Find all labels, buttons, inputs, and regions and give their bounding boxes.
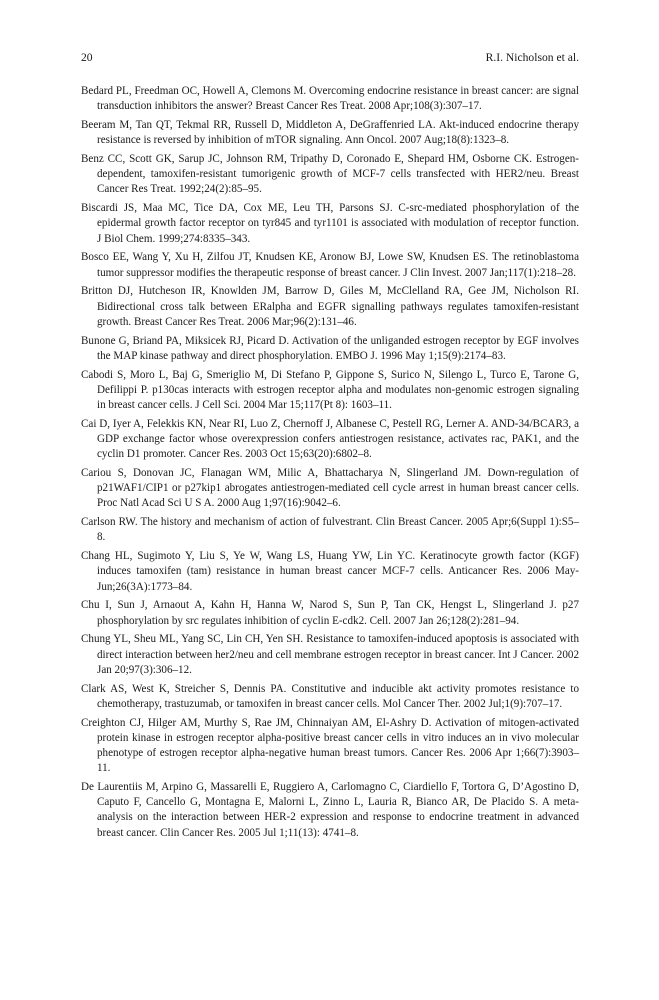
reference-item: Clark AS, West K, Streicher S, Dennis PA. Constitutive and inducible akt activity promotes resistance to chemotherapy, trastuzumab, or tamoxifen in breast cancer cells. Mol Cancer Ther. 2002 Jul;1(9):707–17.	[81, 682, 579, 710]
reference-item: Bedard PL, Freedman OC, Howell A, Clemons M. Overcoming endocrine resistance in breast cancer: are signal transduction inhibitors the answer? Breast Cancer Res Treat. 2008 Apr;108(3):307–17.	[81, 85, 579, 113]
reference-list	[81, 84, 579, 844]
reference-item: Cariou S, Donovan JC, Flanagan WM, Milic A, Bhattacharya N, Slingerland JM. Down-regulation of p21WAF1/CIP1 or p27kip1 abrogates antiestrogen-mediated cell cycle arrest in human breast cancer cells. Proc Natl Acad Sci U S A. 2000 Aug 1;97(16):9042–6.	[81, 467, 579, 510]
reference-item: Beeram M, Tan QT, Tekmal RR, Russell D, Middleton A, DeGraffenried LA. Akt-induced endocrine therapy resistance is reversed by inhibition of mTOR signaling. Ann Oncol. 2007 Aug;18(8):1323–8.	[81, 119, 579, 147]
reference-item: Bunone G, Briand PA, Miksicek RJ, Picard D. Activation of the unliganded estrogen receptor by EGF involves the MAP kinase pathway and direct phosphorylation. EMBO J. 1996 May 1;15(9):2174–83.	[81, 334, 579, 362]
running-head: R.I. Nicholson et al.	[485, 51, 579, 64]
reference-item: Cai D, Iyer A, Felekkis KN, Near RI, Luo Z, Chernoff J, Albanese C, Pestell RG, Lerner A. AND-34/BCAR3, a GDP exchange factor whose overexpression confers antiestrogen resistance, activates rac, PAK1, and the cyclin D1 promoter. Cancer Res. 2003 Oct 15;63(20):6802–8.	[81, 417, 579, 461]
reference-item: Biscardi JS, Maa MC, Tice DA, Cox ME, Leu TH, Parsons SJ. C-src-mediated phosphorylation of the epidermal growth factor receptor on tyr845 and tyr1101 is associated with modulation of receptor function. J Biol Chem. 1999;274:8335–343.	[81, 202, 579, 245]
reference-item: De Laurentiis M, Arpino G, Massarelli E, Ruggiero A, Carlomagno C, Ciardiello F, Tortora G, D’Agostino D, Caputo F, Cancello G, Montagna E, Malorni L, Zinno L, Lauria R, Bianco AR, De Placido S. A meta-analysis on the interaction between HER-2 expression and response to endocrine treatment in advanced breast cancer. Clin Cancer Res. 2005 Jul 1;11(13): 4741–8.	[81, 781, 579, 839]
page-number: 20	[81, 51, 93, 64]
reference-item: Cabodi S, Moro L, Baj G, Smeriglio M, Di Stefano P, Gippone S, Surico N, Silengo L, Turco E, Tarone G, Defilippi P. p130cas interacts with estrogen receptor alpha and modulates non-genomic estrogen signaling in breast cancer cells. J Cell Sci. 2004 Mar 15;117(Pt 8): 1603–11.	[81, 368, 579, 412]
reference-item: Bosco EE, Wang Y, Xu H, Zilfou JT, Knudsen KE, Aronow BJ, Lowe SW, Knudsen ES. The retinoblastoma tumor suppressor modifies the therapeutic response of breast cancer. J Clin Invest. 2007 Jan;117(1):218–28.	[81, 251, 579, 279]
reference-item: Carlson RW. The history and mechanism of action of fulvestrant. Clin Breast Cancer. 2005 Apr;6(Suppl 1):S5–8.	[81, 516, 579, 544]
page-header	[81, 50, 579, 66]
reference-item: Chung YL, Sheu ML, Yang SC, Lin CH, Yen SH. Resistance to tamoxifen-induced apoptosis is associated with direct interaction between her2/neu and cell membrane estrogen receptor in breast cancer. Int J Cancer. 2002 Jan 20;97(3):306–12.	[81, 633, 579, 676]
reference-item: Creighton CJ, Hilger AM, Murthy S, Rae JM, Chinnaiyan AM, El-Ashry D. Activation of mitogen-activated protein kinase in estrogen receptor alpha-positive breast cancer cells in vitro induces an in vivo molecular phenotype of estrogen receptor alpha-negative human breast tumors. Cancer Res. 2006 Apr 1;66(7):3903–11.	[81, 716, 579, 775]
reference-item: Benz CC, Scott GK, Sarup JC, Johnson RM, Tripathy D, Coronado E, Shepard HM, Osborne CK. Estrogen-dependent, tamoxifen-resistant tumorigenic growth of MCF-7 cells transfected with HER2/neu. Breast Cancer Res Treat. 1992;24(2):85–95.	[81, 153, 579, 196]
reference-item: Britton DJ, Hutcheson IR, Knowlden JM, Barrow D, Giles M, McClelland RA, Gee JM, Nicholson RI. Bidirectional cross talk between ERalpha and EGFR signalling pathways regulates tamoxifen-resistant growth. Breast Cancer Res Treat. 2006 Mar;96(2):131–46.	[81, 285, 579, 328]
reference-item: Chu I, Sun J, Arnaout A, Kahn H, Hanna W, Narod S, Sun P, Tan CK, Hengst L, Slingerland J. p27 phosphorylation by src regulates inhibition of cyclin E-cdk2. Cell. 2007 Jan 26;128(2):281–94.	[81, 599, 579, 627]
reference-item: Chang HL, Sugimoto Y, Liu S, Ye W, Wang LS, Huang YW, Lin YC. Keratinocyte growth factor (KGF) induces tamoxifen (tam) resistance in human breast cancer MCF-7 cells. Anticancer Res. 2006 May-Jun;26(3A):1773–84.	[81, 550, 579, 593]
